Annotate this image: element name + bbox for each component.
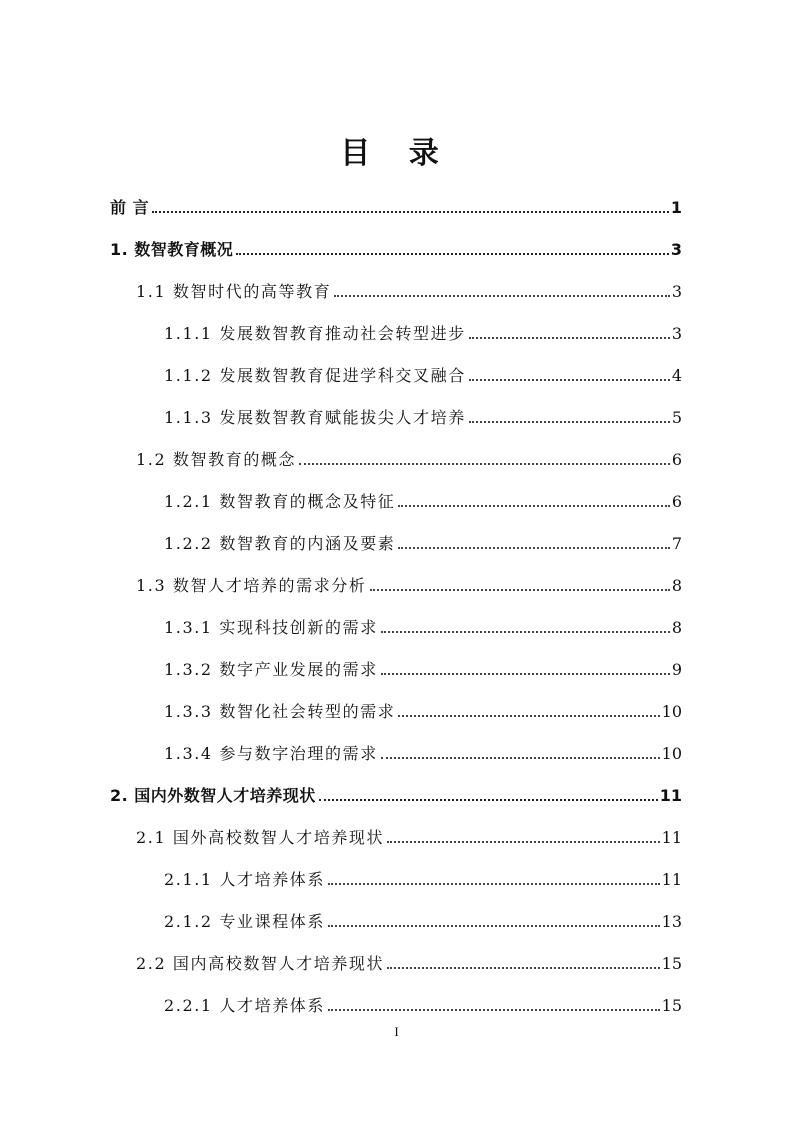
leader-dots (398, 715, 659, 717)
toc-entry-page: 3 (670, 240, 682, 259)
toc-entry-page: 7 (671, 534, 682, 553)
toc-entry-section-2-1-2[interactable] (164, 907, 682, 933)
toc-entry-page: 6 (671, 450, 682, 469)
toc-entry-page: 10 (661, 744, 682, 763)
leader-dots (469, 379, 670, 381)
toc-entry-page: 11 (661, 828, 682, 847)
toc-entry-page: 10 (661, 702, 682, 721)
toc-entry-page: 1 (670, 198, 682, 217)
toc-entry-page: 13 (661, 912, 682, 931)
toc-entry-label: 1.3 数智人才培养的需求分析 (136, 576, 367, 595)
toc-entry-section-2-2[interactable] (136, 949, 682, 975)
leader-dots (370, 589, 670, 591)
leader-dots (387, 841, 660, 843)
leader-dots (299, 463, 670, 465)
toc-entry-label: 1.1.2 发展数智教育促进学科交叉融合 (164, 366, 466, 385)
leader-dots (328, 925, 660, 927)
toc-entry-label: 1.1.3 发展数智教育赋能拔尖人才培养 (164, 408, 466, 427)
toc-entry-section-1-2-2[interactable] (164, 529, 682, 555)
toc-entry-section-1-1-1[interactable] (164, 319, 682, 345)
toc-entry-page: 8 (671, 618, 682, 637)
toc-entry-page: 9 (671, 660, 682, 679)
leader-dots (236, 253, 669, 255)
toc-entry-page: 8 (671, 576, 682, 595)
leader-dots (381, 757, 660, 759)
toc-entry-section-2-2-1[interactable] (164, 991, 682, 1017)
toc-entry-page: 3 (671, 282, 682, 301)
toc-entry-label: 1.3.2 数字产业发展的需求 (164, 660, 378, 679)
leader-dots (469, 337, 670, 339)
toc-entry-section-1-1-3[interactable] (164, 403, 682, 429)
toc-entry-label: 1. 数智教育概况 (110, 240, 234, 259)
leader-dots (381, 631, 670, 633)
toc-entry-page: 15 (661, 954, 682, 973)
leader-dots (469, 421, 670, 423)
toc-entry-page: 5 (671, 408, 682, 427)
toc-entry-chapter-1[interactable] (110, 235, 682, 261)
toc-entry-label: 2.1.1 人才培养体系 (164, 870, 325, 889)
toc-entry-chapter-2[interactable] (110, 781, 682, 807)
toc-entry-label: 1.3.1 实现科技创新的需求 (164, 618, 378, 637)
toc-entry-section-1-1-2[interactable] (164, 361, 682, 387)
toc-entry-page: 4 (671, 366, 682, 385)
toc-entry-section-1-3-2[interactable] (164, 655, 682, 681)
leader-dots (152, 211, 669, 213)
toc-entry-page: 15 (661, 996, 682, 1015)
toc-entry-label: 2.2.1 人才培养体系 (164, 996, 325, 1015)
toc-entry-page: 11 (659, 786, 682, 805)
leader-dots (398, 547, 669, 549)
toc-entry-section-1-1[interactable] (136, 277, 682, 303)
toc-entry-page: 6 (671, 492, 682, 511)
leader-dots (328, 883, 660, 885)
toc-title: 目 录 (340, 136, 453, 171)
toc-entry-label: 1.2 数智教育的概念 (136, 450, 297, 469)
toc-entry-label: 2. 国内外数智人才培养现状 (110, 786, 316, 805)
toc-entry-label: 1.1 数智时代的高等教育 (136, 282, 332, 301)
leader-dots (398, 505, 669, 507)
page-number: I (394, 1024, 399, 1039)
toc-entry-label: 1.2.1 数智教育的概念及特征 (164, 492, 396, 511)
toc-entry-section-1-3-4[interactable] (164, 739, 682, 765)
toc-entry-section-1-3-3[interactable] (164, 697, 682, 723)
toc-entry-label: 1.1.1 发展数智教育推动社会转型进步 (164, 324, 466, 343)
toc-entry-label: 1.3.4 参与数字治理的需求 (164, 744, 378, 763)
toc-entry-page: 3 (671, 324, 682, 343)
toc-entry-label: 2.2 国内高校数智人才培养现状 (136, 954, 385, 973)
toc-entry-section-1-3-1[interactable] (164, 613, 682, 639)
toc-entry-label: 前 言 (110, 198, 150, 217)
toc-entry-section-1-3[interactable] (136, 571, 682, 597)
toc-entry-label: 2.1 国外高校数智人才培养现状 (136, 828, 385, 847)
leader-dots (319, 799, 658, 801)
toc-entry-preface[interactable] (110, 193, 682, 219)
leader-dots (328, 1009, 660, 1011)
leader-dots (334, 295, 669, 297)
leader-dots (381, 673, 670, 675)
leader-dots (387, 967, 660, 969)
toc-entry-label: 1.3.3 数智化社会转型的需求 (164, 702, 396, 721)
toc-entry-section-1-2-1[interactable] (164, 487, 682, 513)
toc-entry-label: 2.1.2 专业课程体系 (164, 912, 325, 931)
toc-entry-section-1-2[interactable] (136, 445, 682, 471)
toc-entry-label: 1.2.2 数智教育的内涵及要素 (164, 534, 396, 553)
toc-entry-section-2-1[interactable] (136, 823, 682, 849)
toc-entry-page: 11 (661, 870, 682, 889)
toc-entry-section-2-1-1[interactable] (164, 865, 682, 891)
